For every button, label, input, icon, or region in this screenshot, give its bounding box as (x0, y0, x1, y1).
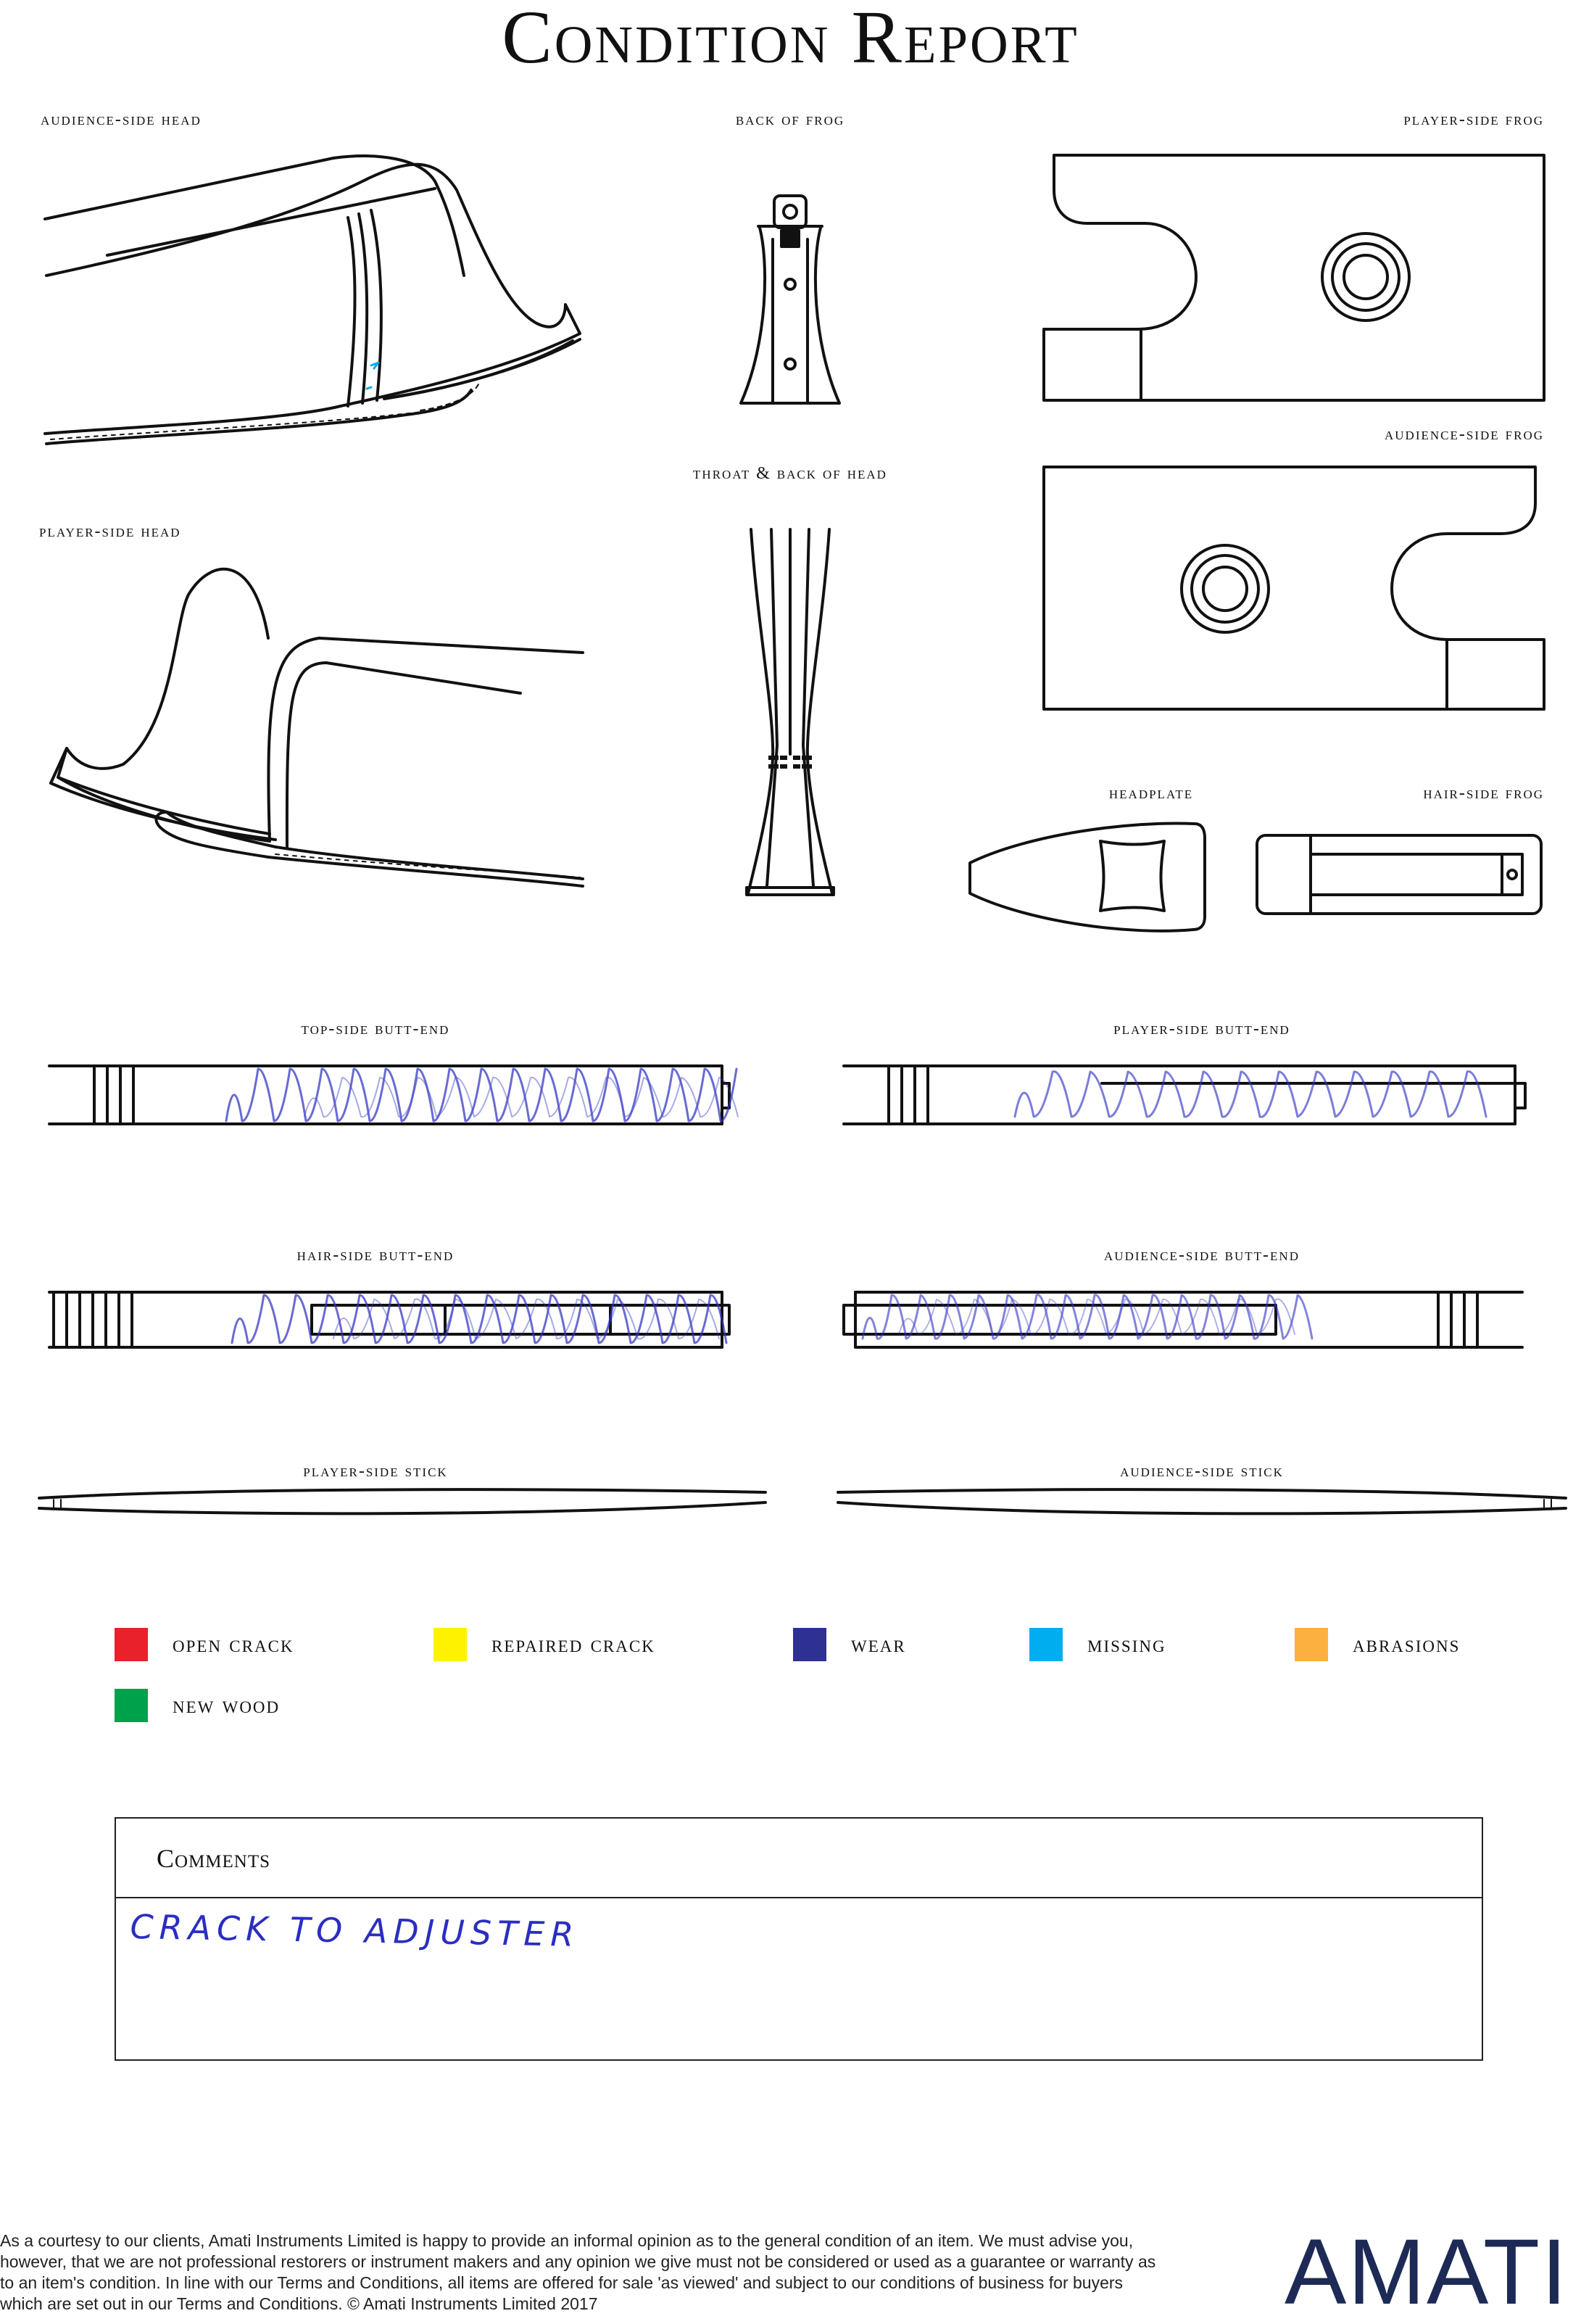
wear-scribble (226, 1069, 736, 1121)
label-hair-side-frog: hair-side frog (1423, 784, 1544, 803)
label-audience-side-butt-end: audience-side butt-end (1104, 1246, 1300, 1265)
player-side-frog-drawing (1044, 155, 1544, 400)
top-side-butt-end-drawing (49, 1066, 729, 1124)
label-player-side-butt-end: player-side butt-end (1113, 1020, 1290, 1038)
player-side-stick-drawing (39, 1489, 765, 1513)
label-back-of-frog: back of frog (735, 110, 845, 129)
legend-swatch-new-wood (115, 1689, 148, 1722)
label-player-side-head: player-side head (39, 522, 181, 541)
legend-repaired-crack (433, 1627, 655, 1662)
legend-abrasions (1295, 1627, 1460, 1662)
legend-label-abrasions: abrasions (1353, 1631, 1461, 1658)
wear-scribble (1015, 1072, 1486, 1117)
audience-side-head-drawing (45, 156, 580, 444)
legend-label-new-wood: new wood (173, 1692, 281, 1719)
headplate-drawing (970, 823, 1205, 930)
label-player-side-stick: player-side stick (303, 1462, 448, 1481)
label-throat-back-of-head: throat & back of head (693, 464, 887, 483)
disclaimer-text: As a courtesy to our clients, Amati Instruments Limited is happy to provide an informal opinion as to the general condition of an item. We must advise you, however, that we are not professional restorers or instrument makers and any opinion we give must not be considered or used as a guarantee or warranty as to an item's condition. In line with our Terms and Conditions, all items are offered for sale 'as viewed' and subject to our conditions of business for buyers which are set out in our Terms and Conditions. © Amati Instruments Limited 2017 (0, 2231, 1156, 2313)
legend-missing (1029, 1627, 1166, 1662)
player-side-head-drawing (51, 569, 583, 886)
comments-handwritten-note: CRACK TO ADJUSTER (130, 1907, 580, 1954)
label-audience-side-stick: audience-side stick (1120, 1462, 1284, 1481)
legend-swatch-abrasions (1295, 1628, 1328, 1661)
label-audience-side-frog: audience-side frog (1385, 425, 1544, 444)
legend-swatch-repaired-crack (433, 1628, 467, 1661)
page-title: Condition Report (502, 0, 1079, 79)
legend-wear (793, 1627, 906, 1662)
audience-side-stick-drawing (838, 1489, 1566, 1513)
legend-swatch-wear (793, 1628, 826, 1661)
label-audience-side-head: audience-side head (41, 110, 202, 129)
legend-swatch-missing (1029, 1628, 1063, 1661)
legend-label-repaired-crack: repaired crack (491, 1631, 655, 1658)
legend-label-wear: wear (851, 1631, 906, 1658)
amati-logo: AMATI (1285, 2220, 1569, 2324)
hair-side-frog-drawing (1257, 835, 1541, 914)
back-of-frog-drawing (741, 196, 839, 403)
label-top-side-butt-end: top-side butt-end (301, 1020, 450, 1038)
legend-label-missing: missing (1087, 1631, 1166, 1658)
legend-open-crack (115, 1627, 294, 1662)
audience-side-frog-drawing (1044, 467, 1544, 709)
comments-box (115, 1817, 1483, 2061)
comments-heading: Comments (116, 1819, 1482, 1898)
legend-new-wood (115, 1688, 280, 1723)
label-player-side-frog: player-side frog (1403, 110, 1544, 129)
label-headplate: headplate (1108, 784, 1194, 803)
label-hair-side-butt-end: hair-side butt-end (296, 1246, 455, 1265)
throat-back-of-head-drawing (747, 529, 834, 895)
legend-swatch-open-crack (115, 1628, 148, 1661)
legend-label-open-crack: open crack (173, 1631, 294, 1658)
missing-annotation-mark (367, 363, 378, 389)
